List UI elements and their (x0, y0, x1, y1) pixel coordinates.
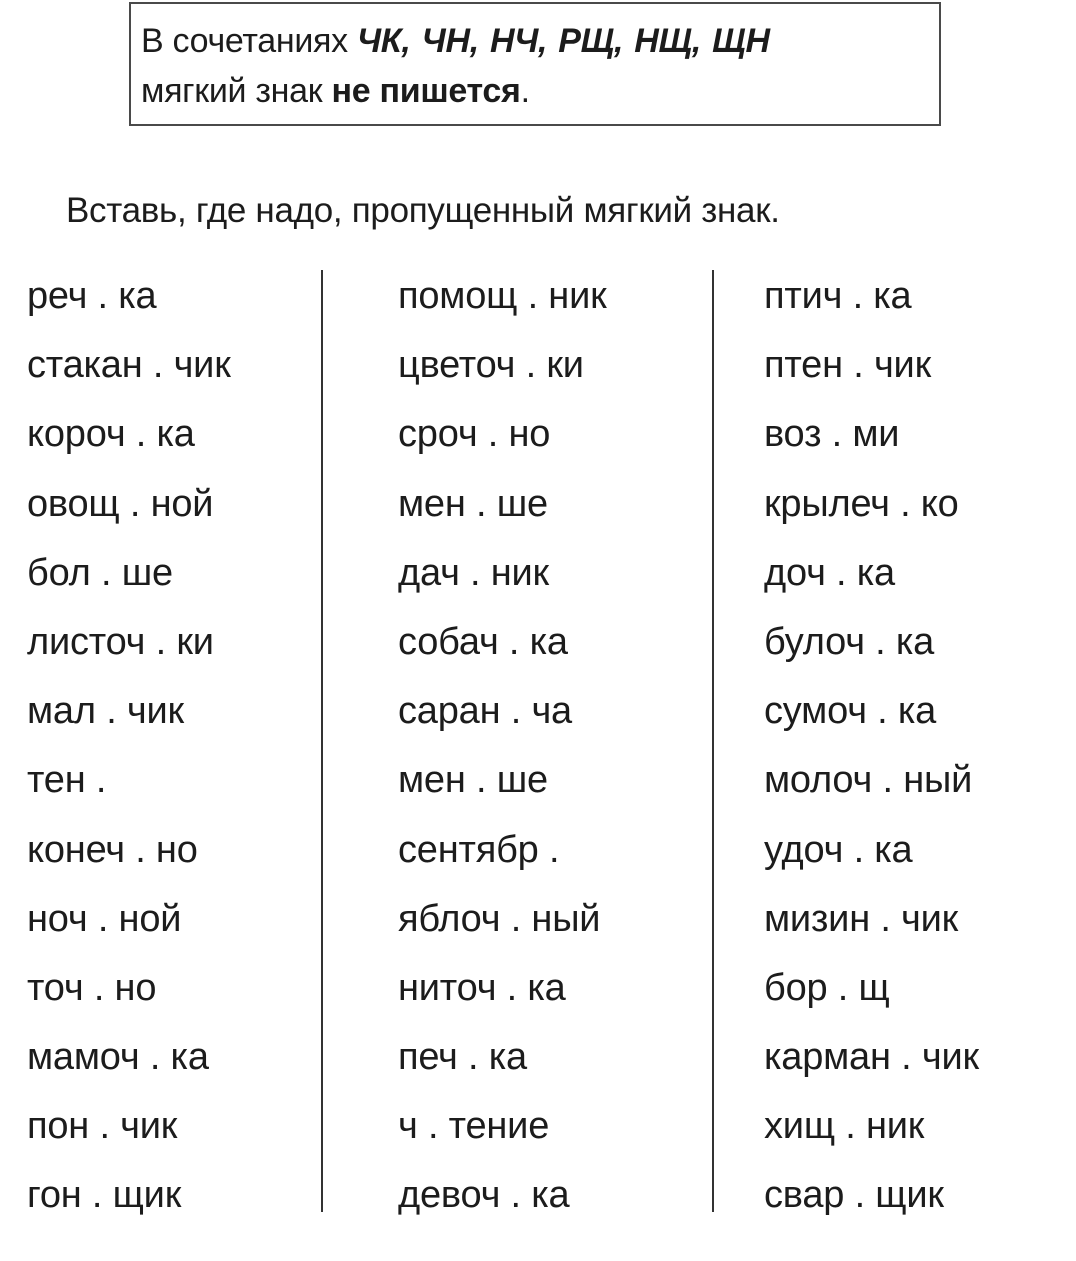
word-item: помощ . ник (398, 275, 607, 317)
word-item: сумоч . ка (764, 690, 937, 733)
word-item: булоч . ка (764, 620, 935, 663)
word-item: хищ . ник (764, 1105, 925, 1148)
word-item: стакан . чик (27, 344, 231, 387)
word-item: крылеч . ко (764, 482, 959, 525)
word-item: мен . ше (398, 759, 548, 802)
rule-prefix: В сочетаниях (141, 22, 348, 60)
word-item: девоч . ка (398, 1174, 570, 1217)
rule-box (129, 2, 941, 126)
word-item: сроч . но (398, 413, 551, 456)
word-item: воз . ми (764, 413, 900, 456)
column-divider (321, 270, 323, 1212)
word-item: саран . ча (398, 690, 572, 733)
rule-line2-suffix: . (520, 72, 530, 110)
word-item: птен . чик (764, 344, 931, 387)
word-item: молоч . ный (764, 759, 973, 802)
word-item: свар . щик (764, 1174, 944, 1217)
word-item: удоч . ка (764, 828, 913, 871)
word-item: бол . ше (27, 551, 173, 594)
rule-emphasis: не пишется (331, 72, 521, 110)
word-item: сентябр . (398, 828, 560, 871)
word-item: цветоч . ки (398, 344, 584, 387)
word-item: реч . ка (27, 275, 157, 317)
word-item: мен . ше (398, 482, 548, 525)
word-item: листоч . ки (27, 620, 214, 663)
column-divider (712, 270, 714, 1212)
word-item: яблоч . ный (398, 897, 601, 940)
word-item: гон . щик (27, 1174, 182, 1217)
word-item: пон . чик (27, 1105, 178, 1148)
word-item: ч . тение (398, 1105, 550, 1148)
word-item: тен . (27, 759, 107, 802)
word-item: мизин . чик (764, 897, 959, 940)
rule-line2-prefix: мягкий знак (141, 72, 323, 110)
word-item: мал . чик (27, 690, 184, 733)
word-item: доч . ка (764, 551, 895, 594)
exercise-instruction: Вставь, где надо, пропущенный мягкий знак. (66, 191, 780, 230)
word-item: точ . но (27, 966, 157, 1009)
rule-combinations: ЧК, ЧН, НЧ, РЩ, НЩ, ЩН (357, 22, 770, 60)
word-item: карман . чик (764, 1036, 979, 1079)
word-item: овощ . ной (27, 482, 214, 525)
word-item: птич . ка (764, 275, 912, 317)
word-item: собач . ка (398, 620, 568, 663)
word-item: дач . ник (398, 551, 549, 594)
rule-line-2 (141, 66, 939, 116)
word-item: мамоч . ка (27, 1036, 209, 1079)
word-column-2 (398, 262, 607, 1231)
rule-line-1 (141, 16, 939, 66)
word-item: ниточ . ка (398, 966, 566, 1009)
word-item: короч . ка (27, 413, 195, 456)
word-item: печ . ка (398, 1036, 527, 1079)
word-item: конеч . но (27, 828, 198, 871)
word-item: ноч . ной (27, 897, 182, 940)
word-column-1 (27, 262, 231, 1231)
word-column-3 (764, 262, 979, 1231)
word-item: бор . щ (764, 966, 890, 1009)
